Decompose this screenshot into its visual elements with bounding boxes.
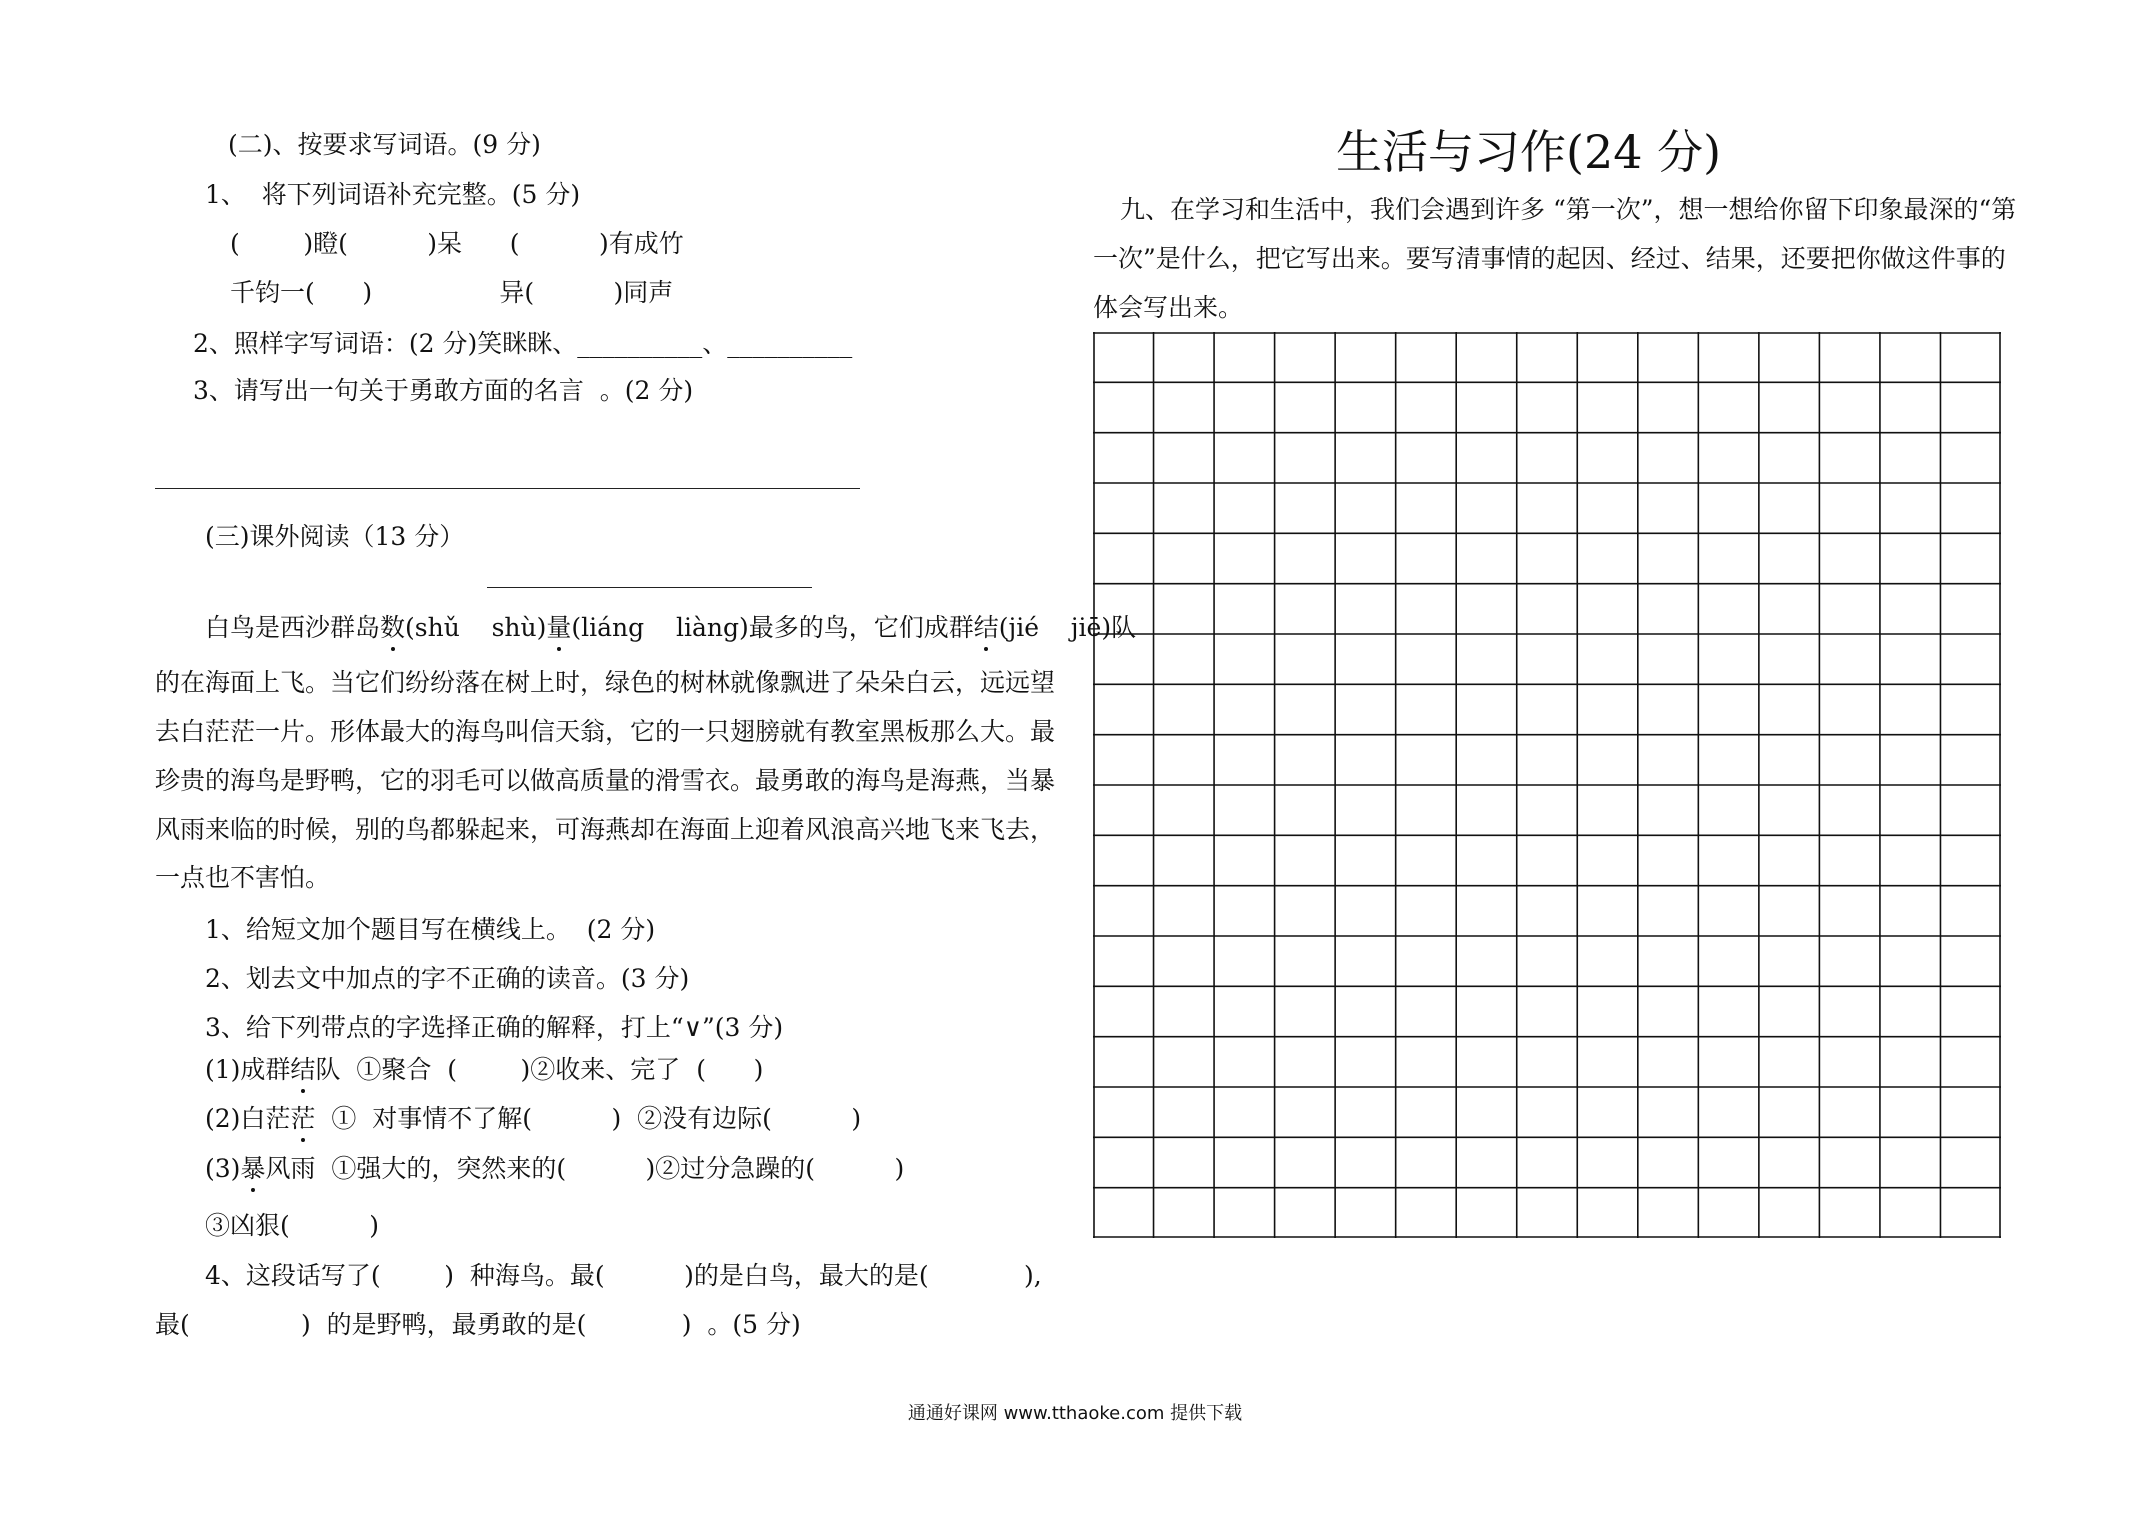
reading-question-3-item-3: (3)暴风雨 ①强大的，突然来的( )②过分急躁的( ) [205,1152,904,1186]
composition-title: 生活与习作(24 分) [1336,125,1722,179]
footer-source: 通通好课网 www.tthaoke.com 提供下载 [907,1403,1243,1424]
reading-question-3-item-1: (1)成群结队 ①聚合 ( )②收来、完了 ( ) [205,1053,763,1087]
passage-line-6: 一点也不害怕。 [155,863,331,892]
composition-prompt-line-2: 一次”是什么，把它写出来。要写清事情的起因、经过、结果，还要把你做这件事的 [1093,244,2006,273]
section-heading-reading: (三)课外阅读（13 分） [205,522,465,551]
passage-line-1: 白鸟是西沙群岛数(shǔ shù)量(liáng liàng)最多的鸟，它们成群结(jié jiē)队 [205,611,1136,645]
writing-grid[interactable] [1093,332,2001,1238]
reading-question-3: 3、给下列带点的字选择正确的解释，打上“∨”(3 分) [205,1013,784,1042]
reading-question-2: 2、划去文中加点的字不正确的读音。(3 分) [205,964,690,993]
section-heading-words: (二)、按要求写词语。(9 分) [228,130,541,159]
question-1-row-2: 千钧一( ) 异( )同声 [230,278,674,307]
question-1: 1、 将下列词语补充完整。(5 分) [205,180,581,209]
question-3: 3、请写出一句关于勇敢方面的名言 。(2 分) [193,376,694,405]
passage-line-5: 风雨来临的时候，别的鸟都躲起来，可海燕却在海面上迎着风浪高兴地飞来飞去， [155,815,1056,844]
composition-prompt-line-3: 体会写出来。 [1093,293,1244,322]
reading-question-3-item-2: (2)白茫茫 ① 对事情不了解( ) ②没有边际( ) [205,1102,861,1136]
reading-question-4-line-1: 4、这段话写了( ) 种海鸟。最( )的是白鸟，最大的是( ), [205,1261,1042,1290]
reading-question-1: 1、给短文加个题目写在横线上。 (2 分) [205,915,656,944]
composition-prompt-line-1: 九、在学习和生活中，我们会遇到许多 “第一次”，想一想给你留下印象最深的“第 [1120,195,2017,224]
answer-line-quote [155,488,860,489]
reading-question-4-line-2: 最( ) 的是野鸭，最勇敢的是( ) 。(5 分) [155,1310,801,1339]
passage-line-4: 珍贵的海鸟是野鸭，它的羽毛可以做高质量的滑雪衣。最勇敢的海鸟是海燕，当暴 [155,766,1056,795]
reading-question-3-item-3-cont: ③凶狠( ) [205,1211,379,1240]
passage-line-3: 去白茫茫一片。形体最大的海鸟叫信天翁，它的一只翅膀就有教室黑板那么大。最 [155,717,1056,746]
question-1-row-1: ( )瞪( )呆 ( )有成竹 [230,229,684,258]
title-answer-line [487,587,812,588]
passage-line-2: 的在海面上飞。当它们纷纷落在树上时，绿色的树林就像飘进了朵朵白云，远远望 [155,668,1056,697]
question-2: 2、照样字写词语：(2 分)笑眯眯、__________、__________ [193,329,853,358]
